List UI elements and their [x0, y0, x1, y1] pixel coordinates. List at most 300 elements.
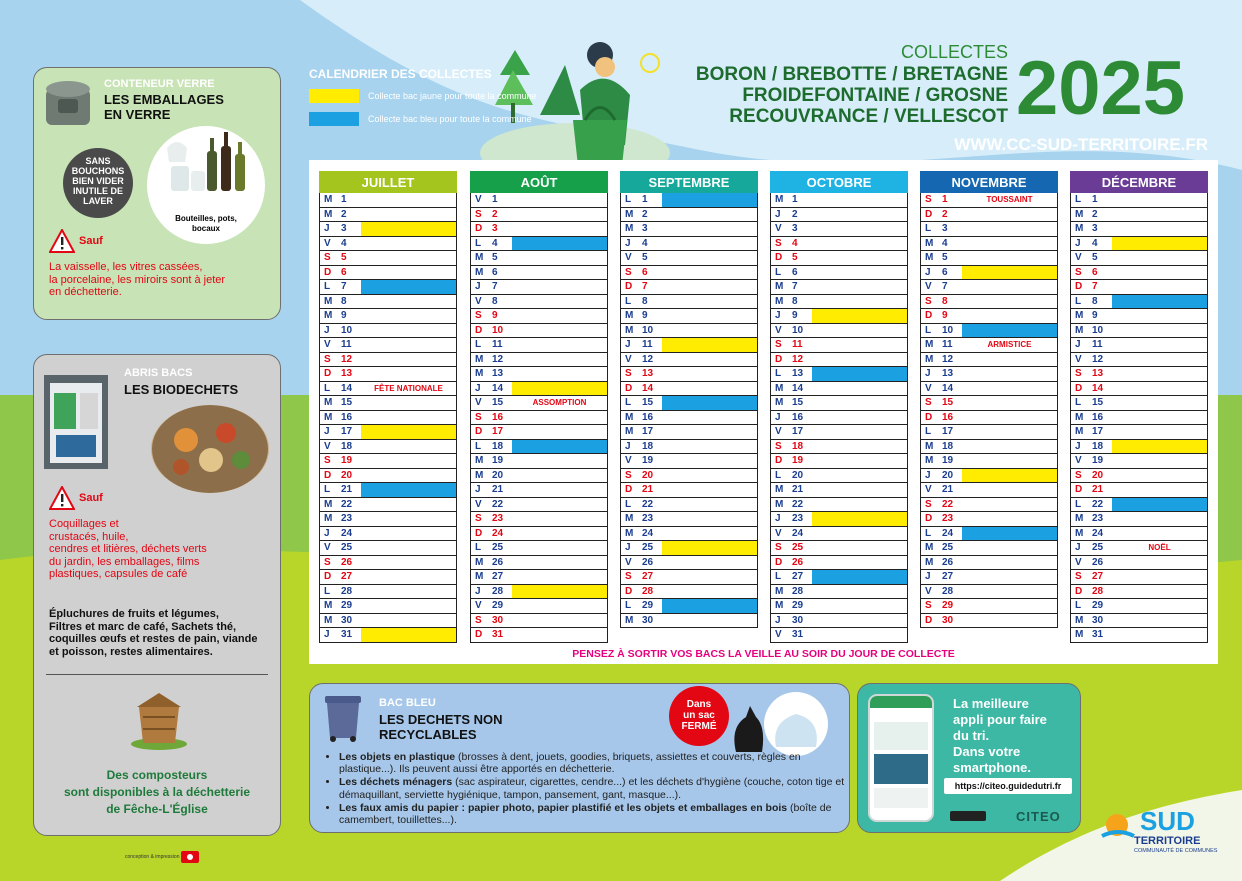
- day-letter: L: [925, 324, 932, 336]
- day-number: 5: [1092, 252, 1098, 263]
- day-letter: D: [475, 223, 483, 234]
- day-number: 29: [642, 600, 654, 611]
- day-number: 1: [1092, 194, 1098, 205]
- day-letter: L: [775, 469, 782, 481]
- day-number: 8: [1092, 295, 1098, 307]
- day-number: 21: [492, 484, 504, 495]
- yellow-collection-marker: [812, 512, 907, 526]
- day-row: [1070, 556, 1208, 571]
- day-row: [620, 454, 758, 469]
- day-number: 18: [642, 440, 654, 452]
- day-row: [319, 425, 457, 440]
- day-letter: M: [925, 353, 934, 365]
- day-number: 3: [1092, 223, 1098, 234]
- day-number: 17: [942, 426, 954, 437]
- day-row: [770, 295, 908, 310]
- day-number: 26: [492, 556, 504, 568]
- day-number: 27: [942, 571, 954, 582]
- day-number: 17: [341, 426, 353, 437]
- composteur-line-2: sont disponibles à la déchetterie: [63, 785, 251, 799]
- day-row: [319, 193, 457, 208]
- day-row: [920, 266, 1058, 281]
- day-row: [319, 541, 457, 556]
- day-letter: S: [1075, 571, 1082, 582]
- day-row: [470, 295, 608, 310]
- day-row: [770, 614, 908, 629]
- day-letter: J: [324, 426, 330, 437]
- day-number: 17: [642, 426, 654, 437]
- day-letter: V: [925, 382, 932, 394]
- day-row: [319, 208, 457, 223]
- day-letter: D: [775, 252, 783, 263]
- day-number: 14: [642, 382, 654, 394]
- day-number: 30: [942, 614, 954, 626]
- day-row: [770, 628, 908, 643]
- day-row: [1070, 382, 1208, 397]
- month-header: JUILLET: [319, 171, 457, 193]
- day-letter: V: [625, 353, 632, 365]
- collectes-label: COLLECTES: [900, 42, 1008, 62]
- day-number: 5: [492, 252, 498, 263]
- day-row: [319, 237, 457, 252]
- day-row: [620, 498, 758, 513]
- day-letter: S: [324, 353, 331, 365]
- day-number: 23: [1092, 513, 1104, 524]
- day-number: 25: [341, 542, 353, 553]
- holiday-label: NOËL: [1148, 543, 1171, 552]
- day-letter: M: [775, 484, 784, 495]
- day-letter: M: [925, 455, 934, 466]
- day-row: [620, 222, 758, 237]
- day-number: 31: [341, 629, 353, 640]
- day-letter: D: [1075, 484, 1083, 495]
- day-letter: M: [775, 585, 784, 597]
- glass-photo-caption-1: Bouteilles, pots,: [175, 214, 237, 223]
- day-row: [470, 367, 608, 382]
- day-row: [920, 512, 1058, 527]
- day-row: [620, 512, 758, 527]
- blue-bin-icon: [321, 694, 365, 742]
- month-column: [620, 171, 758, 628]
- day-row: [470, 309, 608, 324]
- day-number: 9: [1092, 310, 1098, 321]
- verre-title-2: EN VERRE: [104, 107, 171, 122]
- bac-bleu-item: • Les déchets ménagers (sac aspirateur, cigarettes, cendre...) et les déchets d'hygiène (couche, coton tige et démaquillant, serviette hygiénique, tampon, pansement, gant, masque...).: [339, 776, 854, 800]
- day-row: [1070, 280, 1208, 295]
- day-letter: M: [775, 397, 784, 408]
- day-number: 6: [492, 266, 498, 278]
- day-row: [620, 469, 758, 484]
- day-row: [1070, 309, 1208, 324]
- day-letter: V: [775, 223, 782, 234]
- bac-bleu-item: • Les faux amis du papier : papier photo, papier plastifié et les objets et emballages en bois (boîte de camembert, touillettes...).: [339, 802, 854, 826]
- day-number: 8: [642, 295, 648, 307]
- day-row: [770, 440, 908, 455]
- day-number: 20: [341, 469, 353, 481]
- day-letter: M: [324, 600, 333, 611]
- day-number: 16: [341, 411, 353, 423]
- app-store-badge[interactable]: [950, 811, 986, 821]
- day-number: 11: [942, 339, 953, 350]
- day-number: 23: [642, 513, 654, 524]
- day-row: [620, 309, 758, 324]
- yellow-collection-marker: [1112, 440, 1207, 454]
- day-letter: D: [625, 281, 633, 292]
- day-letter: V: [775, 324, 782, 336]
- day-number: 12: [492, 353, 504, 365]
- day-letter: J: [625, 542, 631, 553]
- app-text-5: smartphone.: [953, 760, 1032, 775]
- day-number: 6: [341, 266, 347, 278]
- composter-icon: [129, 689, 189, 751]
- day-row: [470, 440, 608, 455]
- day-letter: S: [625, 368, 632, 379]
- day-row: [470, 454, 608, 469]
- day-row: [920, 338, 1058, 353]
- day-number: 29: [792, 600, 804, 611]
- calendar-panel: [309, 160, 1218, 664]
- day-number: 10: [1092, 324, 1104, 336]
- day-number: 4: [792, 237, 798, 249]
- day-number: 26: [341, 556, 353, 568]
- day-letter: J: [1075, 542, 1081, 553]
- day-letter: M: [925, 252, 934, 263]
- website-link[interactable]: WWW.CC-SUD-TERRITOIRE.FR: [954, 135, 1208, 154]
- day-row: [920, 498, 1058, 513]
- day-number: 3: [942, 223, 948, 234]
- day-letter: V: [475, 295, 482, 307]
- day-number: 5: [642, 252, 648, 263]
- day-number: 21: [642, 484, 654, 495]
- day-letter: V: [925, 281, 932, 292]
- day-row: [319, 599, 457, 614]
- day-number: 5: [341, 252, 347, 263]
- day-letter: V: [1075, 353, 1082, 365]
- day-row: [770, 498, 908, 513]
- day-row: [770, 556, 908, 571]
- day-number: 10: [792, 324, 804, 336]
- day-row: [1070, 251, 1208, 266]
- day-row: [1070, 266, 1208, 281]
- day-letter: M: [925, 339, 934, 350]
- day-row: [319, 382, 457, 397]
- day-row: [620, 193, 758, 208]
- day-letter: J: [324, 223, 330, 234]
- day-number: 8: [792, 295, 798, 307]
- day-number: 10: [942, 324, 954, 336]
- day-number: 24: [341, 527, 353, 539]
- bio-card: [33, 354, 281, 836]
- day-row: [770, 396, 908, 411]
- day-number: 23: [341, 513, 353, 524]
- day-row: [1070, 527, 1208, 542]
- day-letter: M: [625, 527, 634, 539]
- day-row: [770, 266, 908, 281]
- day-number: 9: [792, 310, 798, 321]
- day-row: [1070, 237, 1208, 252]
- day-row: [319, 556, 457, 571]
- day-number: 27: [492, 571, 504, 582]
- day-letter: S: [925, 194, 932, 205]
- day-row: [470, 193, 608, 208]
- day-row: [920, 585, 1058, 600]
- day-letter: L: [1075, 498, 1082, 510]
- day-letter: M: [324, 194, 333, 205]
- day-row: [920, 367, 1058, 382]
- citeo-logo: CITEO: [1016, 809, 1061, 824]
- day-number: 13: [341, 368, 353, 379]
- day-number: 1: [942, 194, 948, 205]
- day-letter: J: [475, 281, 481, 292]
- day-number: 18: [942, 440, 954, 452]
- day-number: 11: [792, 339, 803, 350]
- day-number: 11: [341, 339, 352, 350]
- day-letter: J: [775, 310, 781, 321]
- day-row: [920, 527, 1058, 542]
- bac-bleu-small-title: BAC BLEU: [379, 697, 436, 709]
- day-row: [470, 527, 608, 542]
- day-letter: D: [1075, 585, 1083, 597]
- day-letter: S: [925, 600, 932, 611]
- day-number: 9: [642, 310, 648, 321]
- day-letter: L: [775, 571, 782, 582]
- day-number: 30: [1092, 614, 1104, 626]
- day-row: [920, 440, 1058, 455]
- day-number: 9: [942, 310, 948, 321]
- day-letter: D: [475, 426, 483, 437]
- day-letter: M: [925, 237, 934, 249]
- month-column: [470, 171, 608, 643]
- verre-small-title: CONTENEUR VERRE: [104, 78, 215, 90]
- day-letter: M: [1075, 208, 1084, 220]
- day-letter: M: [1075, 527, 1084, 539]
- day-number: 6: [1092, 266, 1098, 278]
- day-number: 13: [492, 368, 504, 379]
- bio-accepted-2: Filtres et marc de café, Sachets thé,: [49, 620, 237, 633]
- day-row: [920, 237, 1058, 252]
- day-row: [1070, 614, 1208, 629]
- day-letter: M: [324, 310, 333, 321]
- day-row: [470, 266, 608, 281]
- day-letter: M: [775, 281, 784, 292]
- day-row: [470, 512, 608, 527]
- day-letter: L: [1075, 295, 1082, 307]
- app-text-3: du tri.: [953, 728, 990, 743]
- day-row: [770, 338, 908, 353]
- blue-collection-marker: [361, 483, 456, 497]
- day-letter: V: [475, 498, 482, 510]
- day-letter: L: [324, 585, 331, 597]
- day-row: [920, 425, 1058, 440]
- day-number: 26: [642, 556, 654, 568]
- day-row: [770, 541, 908, 556]
- day-row: [319, 353, 457, 368]
- day-letter: D: [625, 484, 633, 495]
- month-header: OCTOBRE: [770, 171, 908, 193]
- day-letter: J: [925, 571, 931, 582]
- day-row: [1070, 628, 1208, 643]
- day-letter: D: [1075, 382, 1083, 394]
- day-row: [470, 570, 608, 585]
- day-row: [620, 541, 758, 556]
- day-letter: L: [775, 368, 782, 379]
- day-number: 31: [792, 629, 804, 640]
- day-letter: V: [625, 556, 632, 568]
- day-number: 11: [492, 339, 503, 350]
- day-number: 2: [792, 208, 798, 220]
- day-row: [770, 280, 908, 295]
- day-number: 15: [341, 397, 353, 408]
- day-letter: V: [475, 397, 482, 408]
- day-letter: J: [925, 368, 931, 379]
- day-number: 6: [792, 266, 798, 278]
- day-row: [319, 440, 457, 455]
- day-number: 19: [1092, 455, 1104, 466]
- day-letter: L: [1075, 600, 1082, 611]
- day-letter: J: [625, 440, 631, 452]
- day-number: 26: [792, 556, 804, 568]
- day-row: [1070, 440, 1208, 455]
- yellow-collection-marker: [361, 425, 456, 439]
- day-letter: D: [324, 571, 332, 582]
- bio-small-title: ABRIS BACS: [124, 367, 193, 379]
- day-number: 29: [1092, 600, 1104, 611]
- day-number: 15: [642, 397, 654, 408]
- day-letter: V: [925, 585, 932, 597]
- day-letter: D: [475, 629, 483, 640]
- year: 2025: [1016, 46, 1186, 131]
- day-number: 19: [341, 455, 353, 466]
- day-letter: V: [475, 194, 482, 205]
- day-number: 27: [1092, 571, 1104, 582]
- day-letter: M: [475, 455, 484, 466]
- sun-logo-icon: [1100, 812, 1136, 844]
- day-row: [920, 570, 1058, 585]
- day-number: 14: [492, 382, 504, 394]
- day-letter: L: [625, 295, 632, 307]
- day-number: 11: [642, 339, 653, 350]
- day-number: 14: [792, 382, 804, 394]
- day-letter: D: [925, 310, 933, 321]
- trash-bags-icon: [726, 692, 836, 758]
- day-number: 12: [1092, 353, 1104, 365]
- glass-photo: [147, 126, 265, 244]
- day-letter: L: [625, 498, 632, 510]
- day-row: [920, 614, 1058, 629]
- day-row: [470, 208, 608, 223]
- day-row: [470, 614, 608, 629]
- day-letter: V: [625, 455, 632, 466]
- day-number: 5: [792, 252, 798, 263]
- day-number: 30: [341, 614, 353, 626]
- day-number: 25: [1092, 542, 1104, 553]
- day-number: 13: [642, 368, 654, 379]
- day-number: 26: [942, 556, 954, 568]
- day-row: [620, 237, 758, 252]
- day-row: [1070, 512, 1208, 527]
- day-letter: J: [625, 237, 631, 249]
- legend-blue-label: Collecte bac bleu pour toute la commune: [368, 114, 532, 124]
- day-letter: D: [925, 513, 933, 524]
- day-letter: M: [1075, 223, 1084, 234]
- day-letter: M: [775, 295, 784, 307]
- day-letter: M: [775, 498, 784, 510]
- day-letter: S: [925, 295, 932, 307]
- day-letter: S: [775, 440, 782, 452]
- day-letter: L: [625, 194, 632, 205]
- day-number: 14: [341, 382, 353, 394]
- day-row: [470, 251, 608, 266]
- day-letter: S: [775, 237, 782, 249]
- day-row: [920, 382, 1058, 397]
- day-letter: D: [625, 382, 633, 394]
- day-number: 29: [942, 600, 954, 611]
- day-letter: D: [324, 368, 332, 379]
- day-letter: V: [625, 252, 632, 263]
- day-row: [1070, 208, 1208, 223]
- day-row: [620, 382, 758, 397]
- blue-collection-marker: [512, 237, 607, 251]
- day-row: [770, 425, 908, 440]
- month-column: [319, 171, 457, 643]
- day-row: [770, 585, 908, 600]
- day-letter: J: [1075, 339, 1081, 350]
- day-row: [770, 251, 908, 266]
- day-letter: L: [324, 281, 331, 292]
- day-letter: L: [475, 237, 482, 249]
- day-number: 24: [492, 527, 504, 539]
- day-number: 16: [642, 411, 654, 423]
- calendar-title: CALENDRIER DES COLLECTES: [309, 67, 492, 81]
- day-number: 2: [341, 208, 347, 220]
- day-letter: V: [775, 527, 782, 539]
- day-letter: J: [475, 484, 481, 495]
- day-row: [1070, 411, 1208, 426]
- day-row: [620, 396, 758, 411]
- day-row: [470, 483, 608, 498]
- day-row: [470, 353, 608, 368]
- commune-line-3: RECOUVRANCE / VELLESCOT: [729, 106, 1008, 127]
- bio-exception-1: Coquillages et: [49, 518, 119, 530]
- bio-sauf: Sauf: [79, 492, 103, 504]
- day-row: [620, 585, 758, 600]
- day-number: 23: [792, 513, 804, 524]
- day-letter: M: [925, 556, 934, 568]
- day-letter: L: [324, 382, 331, 394]
- day-number: 19: [492, 455, 504, 466]
- glass-container-icon: [42, 77, 94, 129]
- day-number: 22: [942, 498, 954, 510]
- day-row: [470, 498, 608, 513]
- day-letter: S: [324, 252, 331, 263]
- day-number: 14: [942, 382, 954, 394]
- warning-icon: [49, 486, 75, 510]
- day-row: [470, 324, 608, 339]
- bio-accepted-1: Épluchures de fruits et légumes,: [49, 608, 219, 620]
- day-letter: J: [775, 614, 781, 626]
- day-letter: V: [1075, 455, 1082, 466]
- day-row: [920, 469, 1058, 484]
- day-row: [1070, 353, 1208, 368]
- day-letter: D: [324, 469, 332, 481]
- day-row: [1070, 541, 1208, 556]
- day-letter: J: [475, 382, 481, 394]
- day-letter: D: [925, 614, 933, 626]
- app-url-link[interactable]: https://citeo.guidedutri.fr: [944, 778, 1072, 794]
- day-number: 28: [942, 585, 954, 597]
- day-number: 21: [942, 484, 954, 495]
- day-letter: D: [925, 208, 933, 220]
